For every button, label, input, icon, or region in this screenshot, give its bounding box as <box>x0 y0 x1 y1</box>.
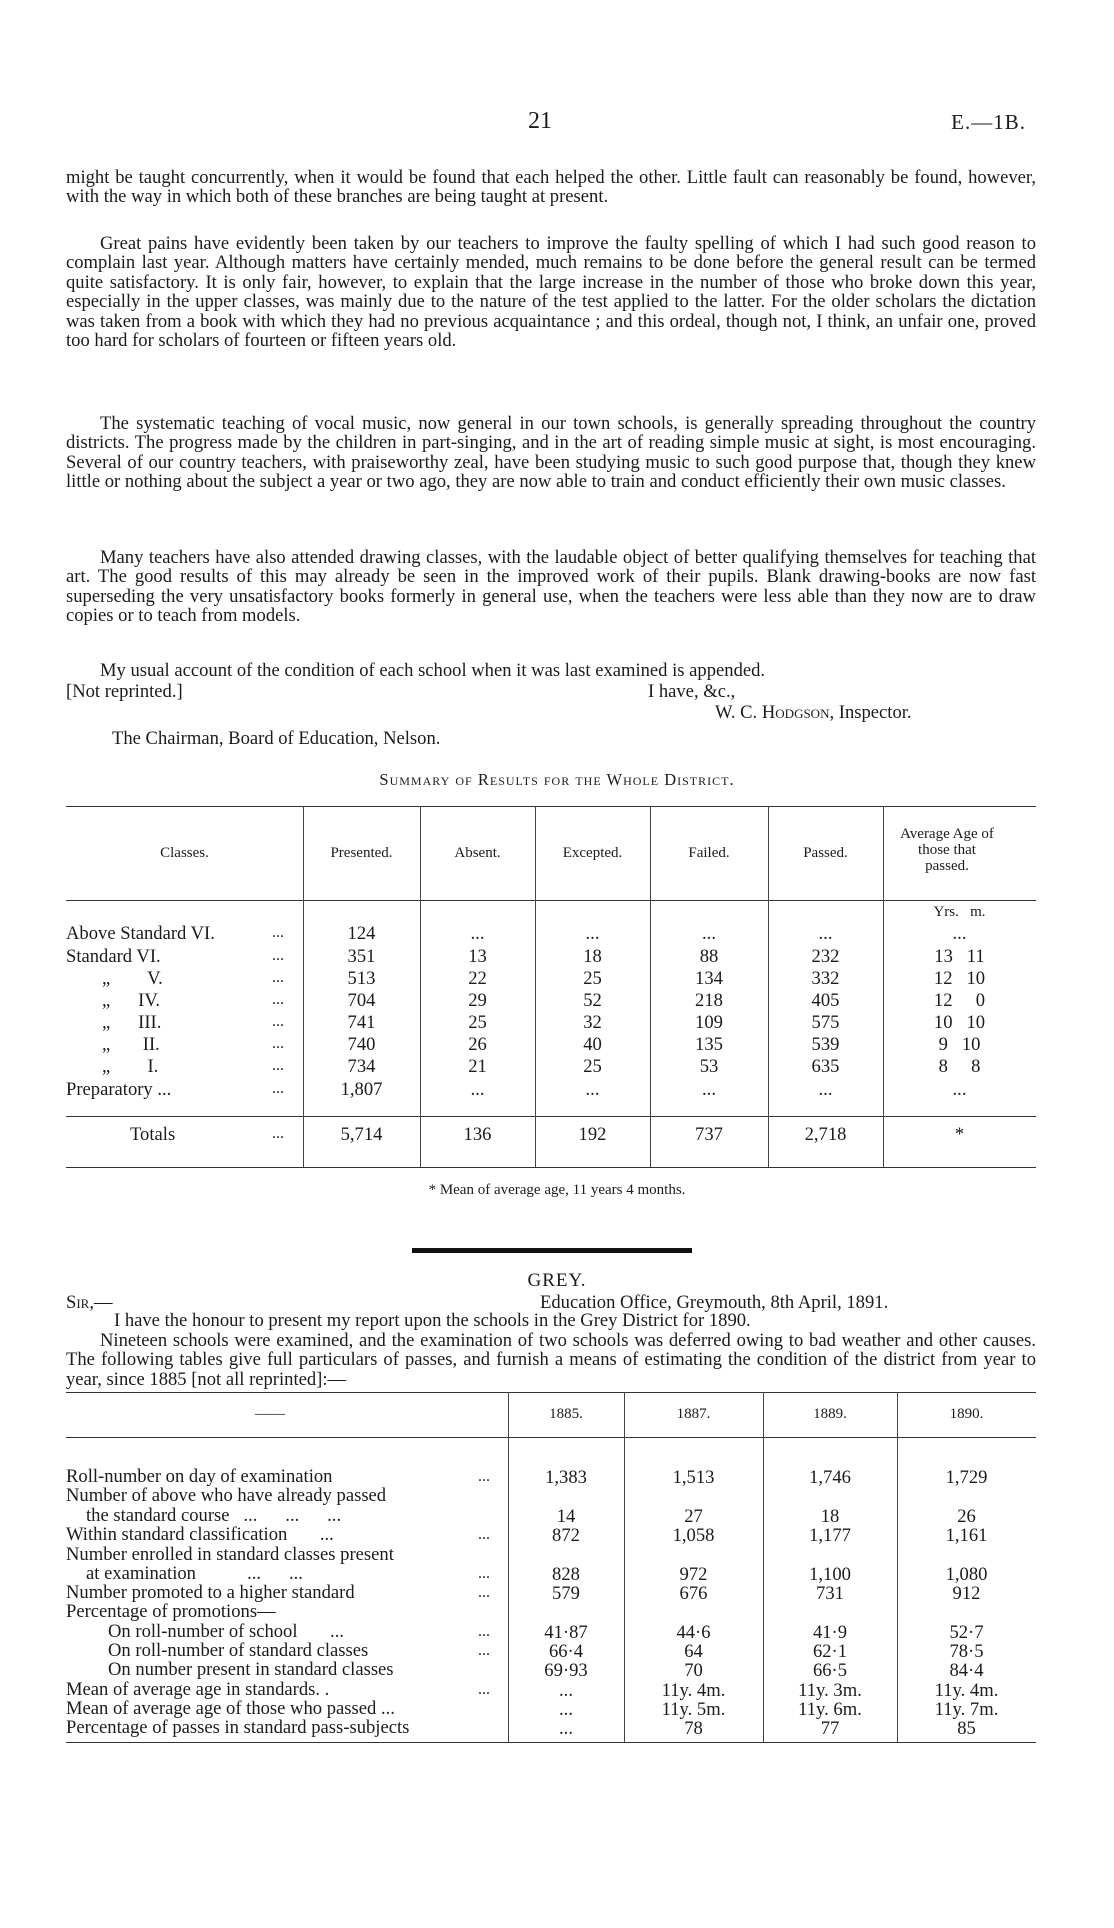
signature-name: Hodgson, <box>761 702 835 723</box>
header-corner: —— <box>255 1406 285 1422</box>
header-average-age: Average Age of those that passed. <box>900 826 994 874</box>
paragraph-music: The systematic teaching of vocal music, now general in our town schools, is generally spreading throughout the country districts. The progress made by the children in part-singing, and in the art of reading simple music at sight, is most encouraging. Several of our country teachers, with praiseworthy zeal, have been studying music to such good purpose that, though they knew little or nothing about the subject a year or two ago, they are now able to train and conduct efficiently their own music classes. <box>66 413 1036 493</box>
document-page: 21 E.—1B. might be taught concurrently, when it would be found that each helped the other. Little fault can reasonably be found, however, with the way in which both of these branches are being taught at present. Great pains have evidently been taken by our teachers to improve the faulty spelling of which I had such good reason to complain last year. Although matters have certainly mended, much remains to be done before the general result can be termed quite satisfactory. It is only fair, however, to explain that the large increase in the number of those who broke down this year, especially in the upper classes, was mainly due to the nature of the test applied to the latter. For the older scholars the dictation was taken from a book with which they had no previous acquaintance ; and this ordeal, though not, I think, an unfair one, proved too hard for scholars of fourteen or fifteen years old. The systematic teaching of vocal music, now general in our town schools, is generally spreading throughout the country districts. The progress made by the children in part-singing, and in the art of reading simple music at sight, is most encouraging. Several of our country teachers, with praiseworthy zeal, have been studying music to such good purpose that, though they knew little or nothing about the subject a year or two ago, they are now able to train and conduct efficiently their own music classes. Many teachers have also attended drawing classes, with the laudable object of better qualifying themselves for teaching that art. The good results of this may already be seen in the improved work of their pupils. Blank drawing-books are now fast superseding the very unsatisfactory books formerly in general use, when the teachers were less able than they now are to draw copies or to teach from models. My usual account of the condition of each school when it was last examined is appended. [Not reprinted.] I have, &c., W. C. Hodgson, Inspector. The Chairman, Board of Education, Nelson. Summary of Results for the Whole District. Classes. Presented. Absent. Excepted. Failed. Passed. Average Age of those that passed. Yrs. m. Above Standard VI. ... 124 ... ... ... ... ... Standard VI. ... 351 13 18 88 232 13 11 „ V. ... 513 22 25 134 332 12 10 „ IV. ... 704 29 52 218 405 12 0 „ III. ... 741 25 32 109 575 10 10 „ II. ... 740 26 40 135 539 9 10 „ I. ... 734 21 25 53 635 8 8 Preparatory ... ... 1,807 ... ... ... ... ... Totals ... 5,714 136 192 737 2,718 * * Mean of average age, 11 years 4 months. GREY. Sir,— Education Office, Greymouth, 8th April, 1891. I have the honour to present my report upon the schools in the Grey District for 1890. Nineteen schools were examined, and the examination of two schools was deferred owing to bad weather and other causes. The following tables give full particulars of passes, and furnish a means of estimating the condition of the district from year to year, since 1885 [not all reprinted]:— —— 1885. 1887. 1889. 1890. Roll-number on day of examination ... 1,383 1,513 1,746 1,729 Number of above who have already passed the standard course ... ... ... 14 27 18 26 Within standard classification ... ... 872 1,058 1,177 1,161 Number enrolled in standard classes present at examination ... ... ... 828 972 1,100 1,080 Number promoted to a higher standard ... 579 676 731 912 Percentage of promotions— On roll-number of school ... ... 41·87 44·6 41·9 52·7 On roll-number of standard classes ... 66·4 64 62·1 78·5 On number present in standard classes 69·93 70 66·5 84·4 Mean of average age in standards. . ... ... 11y. 4m. 11y. 3m. 11y. 4m. Mean of average age of those who passed ... ... 11y. 5m. 11y. 6m. 11y. 7m. Percentage of passes in standard pass-subjects ... 78 77 85 <box>0 0 1114 1928</box>
header-year-1885: 1885. <box>549 1406 583 1422</box>
paragraph-appended: My usual account of the condition of each school when it was last examined is appended. <box>100 660 766 681</box>
table-rule <box>66 806 1036 807</box>
signature <box>715 702 912 724</box>
signature-initials: W. C. <box>715 702 758 723</box>
summary-table-caption: Summary of Results for the Whole District. <box>379 770 735 789</box>
page-header <box>0 108 1114 138</box>
page-number: 21 <box>528 108 552 134</box>
header-absent: Absent. <box>454 845 501 861</box>
table-rule <box>66 1437 1036 1438</box>
paragraph-spelling: Great pains have evidently been taken by our teachers to improve the faulty spelling of which I had such good reason to complain last year. Although matters have certainly mended, much remains to be done before the general result can be termed quite satisfactory. It is only fair, however, to explain that the large increase in the number of those who broke down this year, especially in the upper classes, was mainly due to the nature of the test applied to the latter. For the older scholars the dictation was taken from a book with which they had no previous acquaintance ; and this ordeal, though not, I think, an unfair one, proved too hard for scholars of fourteen or fifteen years old. <box>66 233 1036 352</box>
header-presented: Presented. <box>330 845 393 861</box>
salutation: Sir,— <box>66 1292 113 1313</box>
paragraph-present-report: I have the honour to present my report upon the schools in the Grey District for 1890. <box>114 1310 751 1331</box>
table-rule <box>66 900 1036 901</box>
addressee: The Chairman, Board of Education, Nelson. <box>112 728 441 749</box>
table-footnote: * Mean of average age, 11 years 4 months. <box>428 1182 686 1198</box>
document-code: E.—1B. <box>951 110 1026 134</box>
dateline: Education Office, Greymouth, 8th April, 1891. <box>540 1292 889 1313</box>
header-year-1887: 1887. <box>676 1406 711 1422</box>
paragraph-nineteen-schools: Nineteen schools were examined, and the examination of two schools was deferred owing to bad weather and other causes. The following tables give full particulars of passes, and furnish a means of estimating the condition of the district from year to year, since 1885 [not all reprinted]:— <box>66 1330 1036 1390</box>
not-reprinted-note: [Not reprinted.] <box>66 681 183 702</box>
header-excepted: Excepted. <box>562 845 623 861</box>
section-heading-grey: GREY. <box>527 1270 587 1291</box>
table-rule <box>66 1116 1036 1117</box>
header-age-units: Yrs. m. <box>933 904 986 920</box>
table-rule <box>66 1392 1036 1393</box>
paragraph-drawing: Many teachers have also attended drawing classes, with the laudable object of better qualifying themselves for teaching that art. The good results of this may already be seen in the improved work of their pupils. Blank drawing-books are now fast superseding the very unsatisfactory books formerly in general use, when the teachers were less able than they now are to draw copies or to teach from models. <box>66 547 1036 627</box>
table-rule <box>66 1167 1036 1168</box>
paragraph-continued: might be taught concurrently, when it would be found that each helped the other. Little fault can reasonably be found, however, with the way in which both of these branches are being taught at present. <box>66 167 1036 208</box>
table-rule <box>66 1742 1036 1743</box>
header-year-1889: 1889. <box>813 1406 847 1422</box>
header-failed: Failed. <box>688 845 730 861</box>
header-year-1890: 1890. <box>949 1406 984 1422</box>
signature-title: Inspector. <box>838 702 912 723</box>
section-divider <box>412 1248 692 1253</box>
header-passed: Passed. <box>803 845 848 861</box>
i-have-line: I have, &c., <box>648 681 736 702</box>
header-classes: Classes. <box>160 845 209 861</box>
